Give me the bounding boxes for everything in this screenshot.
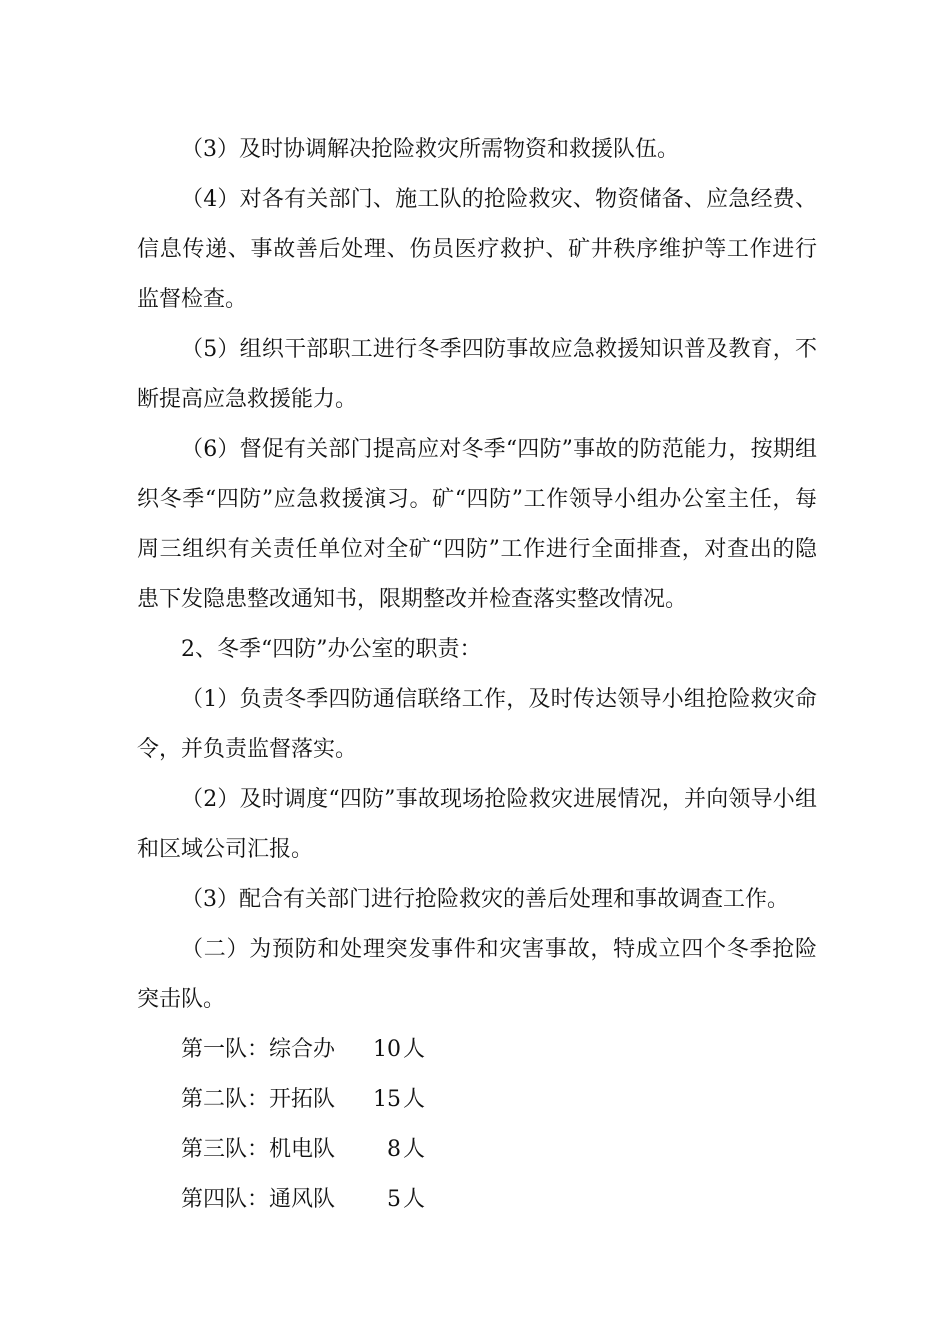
- paragraph: （3）及时协调解决抢险救灾所需物资和救援队伍。: [181, 137, 679, 162]
- team-name: 第二队：开拓队: [181, 1087, 336, 1112]
- paragraph: （3）配合有关部门进行抢险救灾的善后处理和事故调查工作。: [181, 887, 789, 912]
- section-heading: 2、冬季“四防”办公室的职责：: [181, 637, 482, 662]
- paragraph: （4）对各有关部门、施工队的抢险救灾、物资储备、应急经费、信息传递、事故善后处理、伤员医疗救护、矿井秩序维护等工作进行监督检查。: [137, 187, 817, 312]
- team-list: [137, 1025, 817, 1225]
- document-body: [137, 125, 817, 1225]
- team-unit: 人: [403, 1137, 426, 1162]
- paragraph: （6）督促有关部门提高应对冬季“四防”事故的防范能力，按期组织冬季“四防”应急救援演习。矿“四防”工作领导小组办公室主任，每周三组织有关责任单位对全矿“四防”工作进行全面排查，对查出的隐患下发隐患整改通知书，限期整改并检查落实整改情况。: [137, 437, 817, 612]
- team-count: 10: [373, 1037, 401, 1062]
- team-unit: 人: [403, 1187, 426, 1212]
- team-row: [137, 1075, 817, 1125]
- team-row: [137, 1175, 817, 1225]
- team-unit: 人: [403, 1087, 426, 1112]
- paragraph: （1）负责冬季四防通信联络工作，及时传达领导小组抢险救灾命令，并负责监督落实。: [137, 687, 817, 762]
- team-name: 第三队：机电队: [181, 1137, 336, 1162]
- paragraph: （5）组织干部职工进行冬季四防事故应急救援知识普及教育，不断提高应急救援能力。: [137, 337, 817, 412]
- team-name: 第一队：综合办: [181, 1037, 336, 1062]
- team-count: 5: [387, 1187, 401, 1212]
- team-unit: 人: [403, 1037, 426, 1062]
- team-row: [137, 1125, 817, 1175]
- paragraph: （二）为预防和处理突发事件和灾害事故，特成立四个冬季抢险突击队。: [137, 937, 817, 1012]
- team-row: [137, 1025, 817, 1075]
- team-name: 第四队：通风队: [181, 1187, 336, 1212]
- team-count: 8: [387, 1137, 401, 1162]
- paragraph: （2）及时调度“四防”事故现场抢险救灾进展情况，并向领导小组和区域公司汇报。: [137, 787, 817, 862]
- team-count: 15: [373, 1087, 401, 1112]
